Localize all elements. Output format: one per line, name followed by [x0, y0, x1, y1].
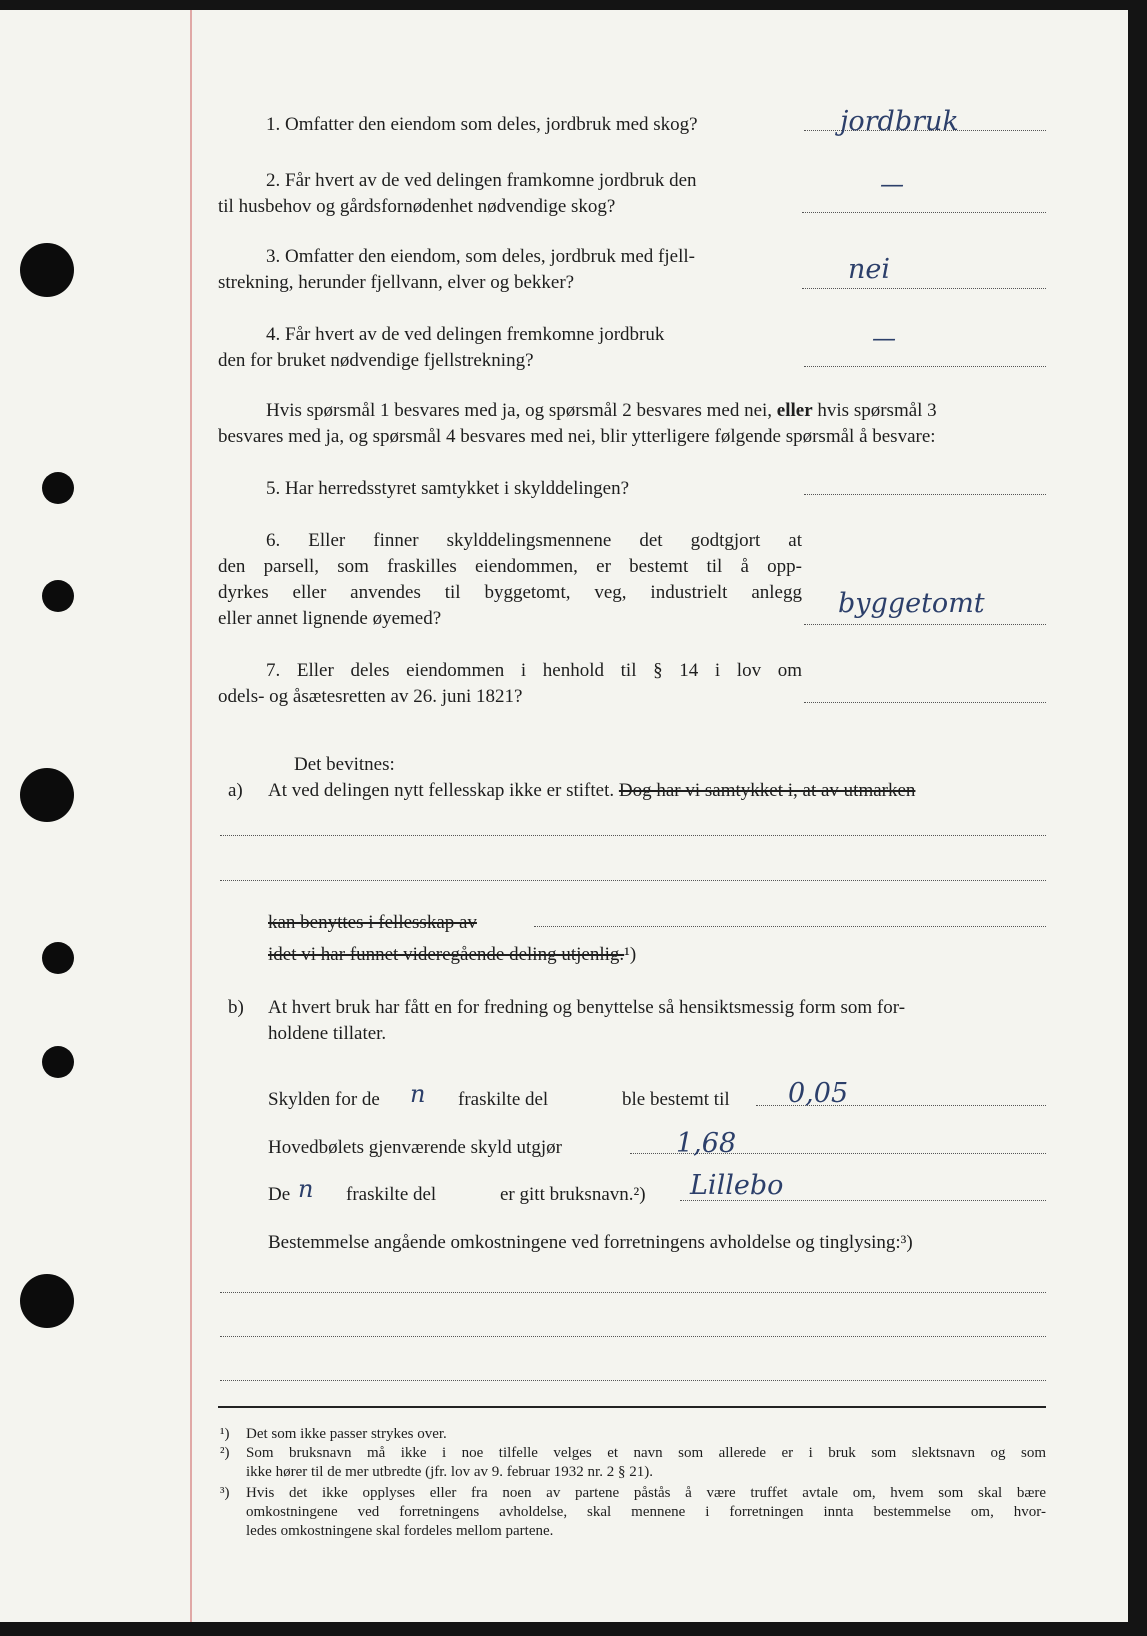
navn-label-pre: De [268, 1184, 291, 1205]
skyld-handwritten-n: n [410, 1080, 426, 1108]
attest-b-label: b) [228, 997, 244, 1018]
footnote-1-mark: ¹) [220, 1426, 230, 1442]
navn-handwritten-n: n [298, 1175, 314, 1203]
answer-3-handwritten: nei [848, 254, 891, 285]
footnote-3-line-1: Hvis det ikke opplyses eller fra noen av partene påstås å være truffet avtale om, hvem som skal bære [246, 1485, 1046, 1501]
footnote-2-mark: ²) [220, 1445, 230, 1461]
footnote-3-line-3: ledes omkostningene skal fordeles mellom partene. [246, 1523, 554, 1539]
punch-hole [42, 472, 74, 504]
punch-hole [20, 1274, 74, 1328]
attest-a-struck: Dog har vi samtykket i, at av utmarken [618, 780, 916, 801]
struck-line-2: kan benyttes i fellesskap av [268, 912, 477, 933]
question-6-line-1: 6. Eller finner skylddelingsmennene det godtgjort at [266, 530, 802, 551]
question-7-line-2: odels- og åsætesretten av 26. juni 1821? [218, 686, 523, 707]
punch-hole [42, 1046, 74, 1078]
answer-line-2 [802, 212, 1046, 213]
margin-rule [190, 10, 192, 1622]
question-6-line-3: dyrkes eller anvendes til byggetomt, veg, industrielt anlegg [218, 582, 802, 603]
punch-hole [20, 768, 74, 822]
question-1: 1. Omfatter den eiendom som deles, jordbruk med skog? [266, 114, 698, 135]
question-4-line-2: den for bruket nødvendige fjellstrekning? [218, 350, 534, 371]
hoved-value-handwritten: 1,68 [676, 1128, 737, 1159]
skyld-label-mid: fraskilte del [458, 1089, 549, 1110]
struck-line-3: idet vi har funnet videregående deling utjenlig.¹) [268, 944, 637, 965]
fill-line [220, 1380, 1046, 1381]
question-3-line-1: 3. Omfatter den eiendom, som deles, jordbruk med fjell- [266, 246, 695, 267]
answer-line-6 [804, 624, 1046, 625]
footnote-rule [218, 1406, 1046, 1408]
footnote-2-line-2: ikke hører til de mer utbredte (jfr. lov av 9. februar 1932 nr. 2 § 21). [246, 1464, 653, 1480]
footnote-2-line-1: Som bruksnavn må ikke i noe tilfelle velges et navn som allerede er i bruk som slektsnavn og som [246, 1445, 1046, 1461]
fill-line [220, 1292, 1046, 1293]
answer-2-handwritten: — [880, 170, 904, 198]
question-7-line-1: 7. Eller deles eiendommen i henhold til § 14 i lov om [266, 660, 802, 681]
question-6-line-2: den parsell, som fraskilles eiendommen, er bestemt til å opp- [218, 556, 802, 577]
attest-b-line-1: At hvert bruk har fått en for fredning og benyttelse så hensiktsmessig form som for- [268, 997, 906, 1018]
answer-1-handwritten: jordbruk [840, 106, 959, 137]
hoved-label: Hovedbølets gjenværende skyld utgjør [268, 1137, 562, 1158]
answer-line-3 [802, 288, 1046, 289]
question-5: 5. Har herredsstyret samtykket i skylddelingen? [266, 478, 630, 499]
fill-line [534, 926, 1046, 927]
attest-intro: Det bevitnes: [294, 754, 395, 775]
condition-line-1: Hvis spørsmål 1 besvares med ja, og spørsmål 2 besvares med nei, eller hvis spørsmål 3 [266, 400, 937, 421]
footnote-3-mark: ³) [220, 1485, 230, 1501]
punch-hole [42, 942, 74, 974]
fill-line [220, 835, 1046, 836]
skyld-value-handwritten: 0,05 [788, 1078, 849, 1109]
navn-value-handwritten: Lillebo [690, 1170, 784, 1201]
question-2-line-2: til husbehov og gårdsfornødenhet nødvendige skog? [218, 196, 616, 217]
punch-hole [42, 580, 74, 612]
fill-line [220, 1336, 1046, 1337]
attest-a-label: a) [228, 780, 243, 801]
footnote-1-line-1: Det som ikke passer strykes over. [246, 1426, 447, 1442]
question-2-line-1: 2. Får hvert av de ved delingen framkomne jordbruk den [266, 170, 697, 191]
answer-4-handwritten: — [872, 324, 896, 352]
attest-b-line-2: holdene tillater. [268, 1023, 387, 1044]
answer-line-7 [804, 702, 1046, 703]
attest-a-text: At ved delingen nytt fellesskap ikke er stiftet. Dog har vi samtykket i, at av utmarken [268, 780, 916, 801]
navn-label-mid: fraskilte del [346, 1184, 437, 1205]
skyld-label-post: ble bestemt til [622, 1089, 730, 1110]
punch-hole [20, 243, 74, 297]
question-3-line-2: strekning, herunder fjellvann, elver og bekker? [218, 272, 575, 293]
condition-line-2: besvares med ja, og spørsmål 4 besvares med nei, blir ytterligere følgende spørsmål å besvare: [218, 426, 936, 447]
question-6-line-4: eller annet lignende øyemed? [218, 608, 442, 629]
footnote-3-line-2: omkostningene ved forretningens avholdelse, skal mennene i forretningen innta bestemmelse om, hvor- [246, 1504, 1046, 1520]
answer-6-handwritten: byggetomt [838, 588, 985, 619]
bestemmelse-label: Bestemmelse angående omkostningene ved forretningens avholdelse og tinglysing:³) [268, 1232, 913, 1253]
document-page [0, 10, 1128, 1622]
fill-line [220, 880, 1046, 881]
question-4-line-1: 4. Får hvert av de ved delingen fremkomne jordbruk [266, 324, 665, 345]
answer-line-5 [804, 494, 1046, 495]
skyld-label-pre: Skylden for de [268, 1089, 380, 1110]
answer-line-4 [804, 366, 1046, 367]
navn-label-post: er gitt bruksnavn.²) [500, 1184, 646, 1205]
